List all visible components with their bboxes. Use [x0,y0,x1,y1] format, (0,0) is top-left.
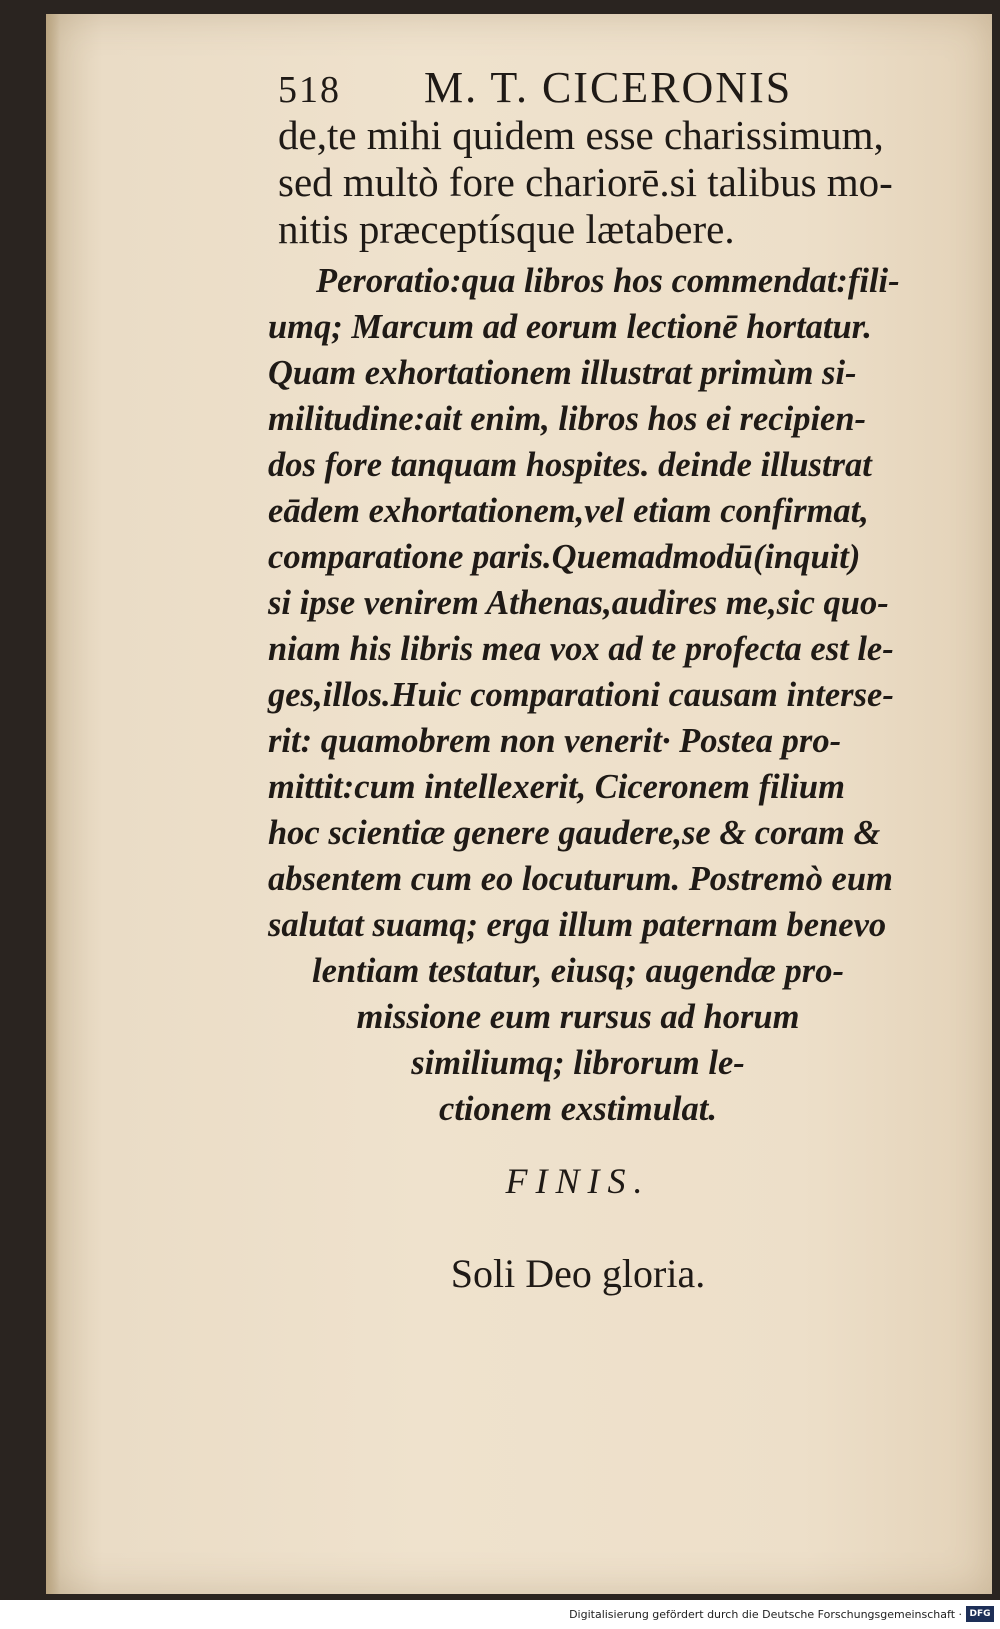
text-line: eādem exhortationem,vel etiam confirmat, [268,492,869,530]
text-line-centered: similiumq; librorum le- [411,1044,745,1082]
running-header [278,62,818,113]
text-line: comparatione paris.Quemadmodū(inquit) [268,538,861,576]
page-gutter-shadow [46,14,60,1594]
running-title: M. T. CICERONIS [424,63,793,112]
digitization-footer [0,1600,1000,1629]
text-line-centered: lentiam testatur, eiusq; augendæ pro- [312,952,844,990]
text-line: si ipse venirem Athenas,audires me,sic quo- [268,584,889,622]
text-line: dos fore tanquam hospites. deinde illustrat [268,446,872,484]
finis-label: FINIS. [505,1161,651,1201]
text-line: niam his libris mea vox ad te profecta est le- [268,630,894,668]
italic-text-block [268,258,968,1132]
closing-line: Soli Deo gloria. [450,1251,706,1296]
text-line: nitis præceptísque lætabere. [278,206,735,252]
text-line: ges,illos.Huic comparationi causam interse- [268,676,894,714]
text-line: mittit:cum intellexerit, Ciceronem filium [268,768,845,806]
text-line: hoc scientiæ genere gaudere,se & coram & [268,814,881,852]
page-number: 518 [278,69,341,111]
text-line: sed multò fore chariorē.si talibus mo- [278,159,893,205]
text-line: umq; Marcum ad eorum lectionē hortatur. [268,308,872,346]
footer-credit: Digitalisierung gefördert durch die Deutsche Forschungsgemeinschaft · [569,1608,962,1621]
text-line-centered: ctionem exstimulat. [439,1090,717,1128]
text-line: absentem cum eo locuturum. Postremò eum [268,860,893,898]
text-line: de,te mihi quidem esse charissimum, [278,112,884,158]
dfg-logo-icon: DFG [966,1606,994,1622]
text-line: Quam exhortationem illustrat primùm si- [268,354,857,392]
text-line: militudine:ait enim, libros hos ei recipien- [268,400,867,438]
text-line: Peroratio:qua libros hos commendat:fili- [316,262,900,300]
text-line: rit: quamobrem non venerit· Postea pro- [268,722,842,760]
roman-text-block [278,112,893,253]
text-line-centered: missione eum rursus ad horum [356,998,800,1036]
text-line: salutat suamq; erga illum paternam benevo [268,906,887,944]
